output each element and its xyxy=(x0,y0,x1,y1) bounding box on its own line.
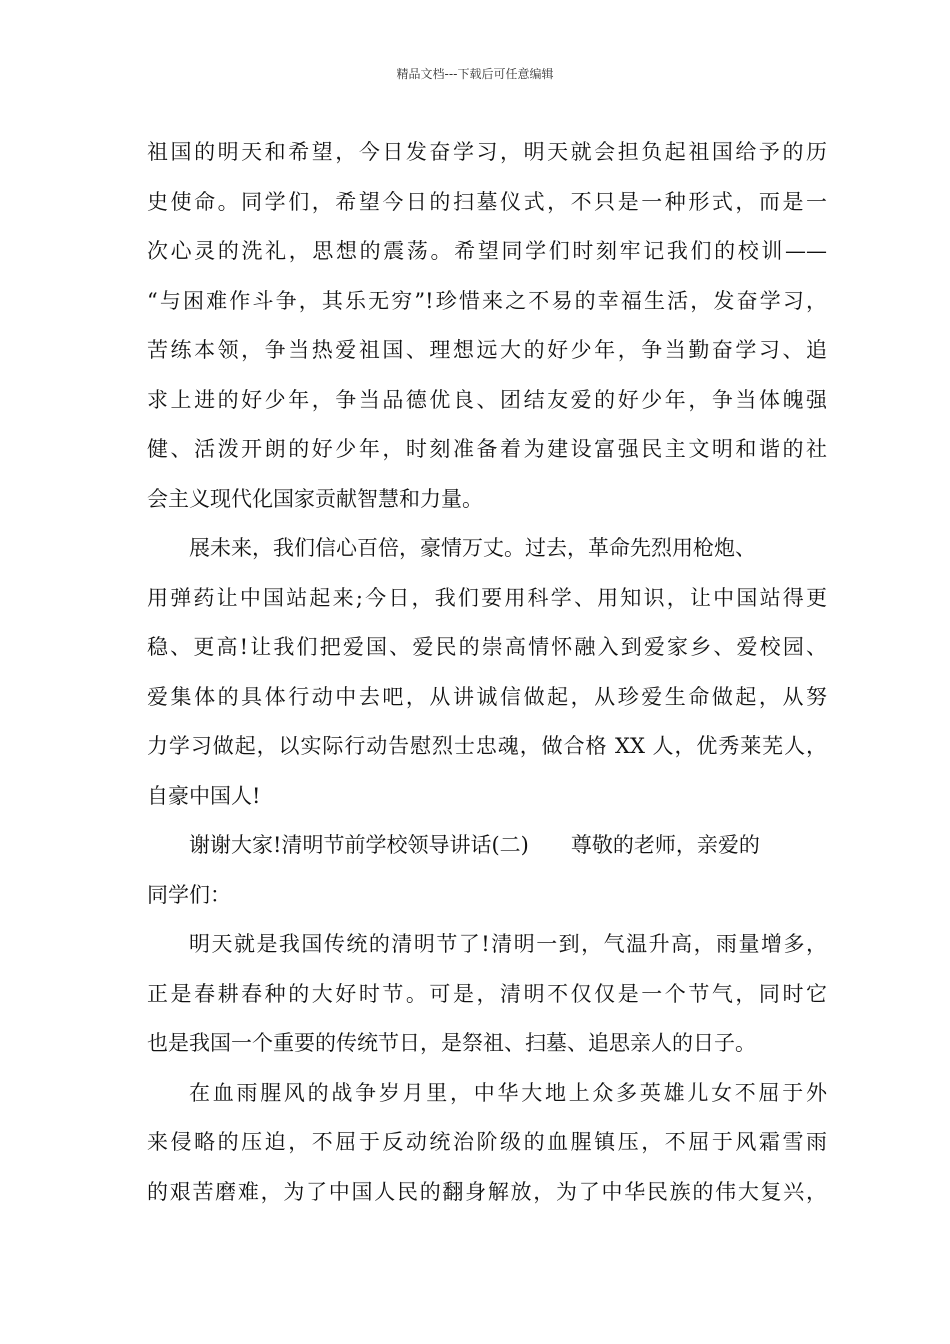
paragraph-line: 用弹药让中国站起来;今日，我们要用科学、用知识，让中国站得更 xyxy=(147,585,827,610)
paragraph-line: 力学习做起，以实际行动告慰烈士忠魂，做合格 XX 人，优秀莱芜人， xyxy=(147,734,827,758)
document-body xyxy=(147,128,827,1217)
paragraph-line: 稳、更高!让我们把爱国、爱民的崇高情怀融入到爱家乡、爱校园、 xyxy=(147,635,827,659)
paragraph-first-line: 谢谢大家!清明节前学校领导讲话(二) 尊敬的老师，亲爱的 xyxy=(189,833,760,857)
paragraph-line: 祖国的明天和希望，今日发奋学习，明天就会担负起祖国给予的历 xyxy=(147,140,827,164)
paragraph-line: 会主义现代化国家贡献智慧和力量。 xyxy=(147,486,483,511)
paragraph-line: 正是春耕春种的大好时节。可是，清明不仅仅是一个节气，同时它 xyxy=(147,981,827,1006)
paragraph-line: 苦练本领，争当热爱祖国、理想远大的好少年，争当勤奋学习、追 xyxy=(147,338,827,362)
paragraph-line: 的艰苦磨难，为了中国人民的翻身解放，为了中华民族的伟大复兴， xyxy=(147,1179,827,1204)
paragraph-line: 健、活泼开朗的好少年，时刻准备着为建设富强民主文明和谐的社 xyxy=(147,437,827,461)
page-header: 精品文档---下载后可任意编辑 xyxy=(396,67,554,81)
paragraph-line: 求上进的好少年，争当品德优良、团结友爱的好少年，争当体魄强 xyxy=(147,387,827,412)
paragraph-first-line: 展未来，我们信心百倍，豪情万丈。过去，革命先烈用枪炮、 xyxy=(189,536,756,560)
paragraph-line: “与困难作斗争，其乐无穷”!珍惜来之不易的幸福生活，发奋学习， xyxy=(147,288,827,313)
paragraph-line: 爱集体的具体行动中去吧，从讲诚信做起，从珍爱生命做起，从努 xyxy=(147,684,827,709)
paragraph-line: 史使命。同学们，希望今日的扫墓仪式，不只是一种形式，而是一 xyxy=(147,189,827,214)
paragraph-first-line: 明天就是我国传统的清明节了!清明一到，气温升高，雨量增多， xyxy=(189,932,827,956)
paragraph-first-line: 在血雨腥风的战争岁月里，中华大地上众多英雄儿女不屈于外 xyxy=(189,1080,827,1105)
paragraph-line: 自豪中国人! xyxy=(147,783,261,808)
paragraph-line: 次心灵的洗礼，思想的震荡。希望同学们时刻牢记我们的校训—— xyxy=(147,239,827,263)
paragraph-line: 也是我国一个重要的传统节日，是祭祖、扫墓、追思亲人的日子。 xyxy=(147,1031,756,1055)
paragraph-line: 同学们： xyxy=(147,882,231,907)
paragraph-line: 来侵略的压迫，不屈于反动统治阶级的血腥镇压，不屈于风霜雪雨 xyxy=(147,1130,827,1154)
